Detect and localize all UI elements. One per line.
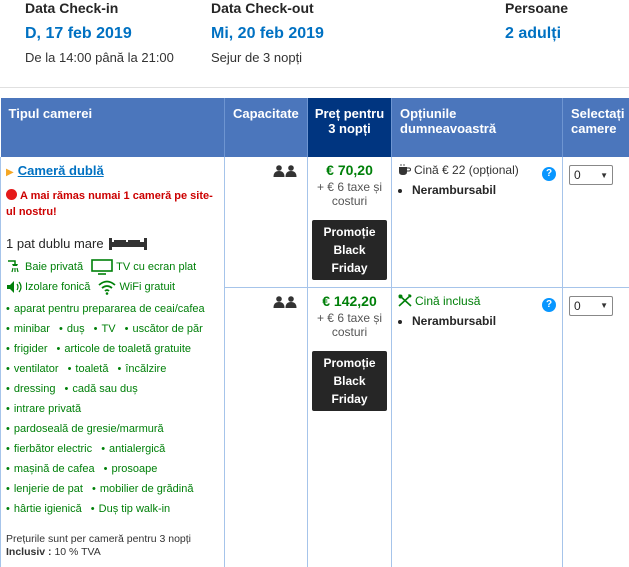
tv-icon	[91, 259, 113, 275]
included-label: Inclusiv :	[6, 546, 52, 558]
checkin-date[interactable]: D, 17 feb 2019	[25, 25, 132, 42]
guests-label: Persoane	[505, 0, 569, 16]
two-persons-icon	[273, 296, 297, 308]
facility-label: Izolare fonică	[25, 281, 91, 293]
wifi-icon	[98, 279, 116, 295]
amenity-item: • duș	[59, 323, 85, 335]
guests-value[interactable]: 2 adulți	[505, 25, 562, 42]
checkout-date[interactable]: Mi, 20 feb 2019	[211, 25, 324, 42]
table-row	[1, 157, 629, 287]
meal-option	[398, 163, 556, 177]
room-quantity-select[interactable]	[569, 165, 613, 185]
room-name-link[interactable]: Cameră dublă	[17, 163, 104, 178]
options-cell	[392, 287, 563, 567]
two-persons-icon	[273, 165, 297, 177]
col-options: Opțiunile dumneavoastră	[392, 98, 563, 157]
amenity-list	[6, 299, 220, 519]
checkout-stay: Sejur de 3 nopți	[211, 50, 303, 65]
checkin-block	[25, 0, 174, 65]
amenity-item: • cadă sau duș	[65, 383, 138, 395]
col-room-type: Tipul camerei	[1, 98, 225, 157]
amenity-item: • aparat pentru prepararea de ceai/cafea	[6, 303, 205, 315]
amenity-item: • minibar	[6, 323, 50, 335]
room-quantity-value: 0	[574, 298, 581, 313]
price-note-text: Prețurile sunt per cameră pentru 3 nopți	[6, 533, 192, 545]
chevron-down-icon: ▼	[600, 301, 608, 310]
bed-label: 1 pat dublu mare	[6, 236, 104, 251]
amenity-item: • mașină de cafea	[6, 463, 95, 475]
price-note	[6, 533, 220, 559]
checkout-block	[211, 0, 324, 65]
meal-option-text: Cină inclusă	[415, 293, 481, 308]
amenity-item: • încălzire	[118, 363, 167, 375]
chevron-down-icon: ▼	[600, 170, 608, 180]
facility-label: WiFi gratuit	[119, 281, 176, 293]
price-cell	[308, 157, 392, 287]
col-price: Preț pentru 3 nopți	[308, 98, 392, 157]
info-icon[interactable]: ?	[542, 167, 556, 181]
amenity-item: • uscător de păr	[125, 323, 203, 335]
booking-summary-bar	[0, 0, 629, 88]
facility-label: TV cu ecran plat	[116, 261, 197, 273]
amenity-item: • dressing	[6, 383, 55, 395]
room-quantity-value: 0	[574, 168, 581, 182]
checkout-label: Data Check-out	[211, 0, 314, 16]
bed-info	[6, 236, 220, 251]
amenity-item: • antialergică	[101, 443, 165, 455]
facility-list	[6, 257, 220, 297]
amenity-item: • fierbător electric	[6, 443, 92, 455]
select-cell	[563, 157, 629, 287]
select-cell	[563, 287, 629, 567]
checkin-hours: De la 14:00 până la 21:00	[25, 50, 174, 65]
facility-label: Baie privată	[25, 261, 84, 273]
cancellation-policy: • Nerambursabil	[412, 314, 556, 328]
shower-icon	[6, 260, 22, 274]
room-table	[0, 98, 629, 567]
amenity-item: • prosoape	[104, 463, 158, 475]
included-value: 10 % TVA	[54, 546, 101, 558]
promo-badge: Promoție Black Friday	[312, 351, 387, 411]
amenity-item: • ventilator	[6, 363, 59, 375]
caret-right-icon: ▶	[6, 167, 14, 178]
availability-warning-text: A mai rămas numai 1 cameră pe site-ul nostru!	[6, 190, 213, 218]
amenity-item: • pardoseală de gresie/marmură	[6, 423, 164, 435]
meal-option-text: Cină € 22 (opțional)	[414, 163, 519, 177]
options-cell	[392, 157, 563, 287]
price-amount: € 70,20	[326, 162, 373, 178]
facility-soundproof	[6, 277, 90, 297]
price-taxes: + € 6 taxe și costuri	[316, 310, 383, 339]
speaker-icon	[6, 280, 22, 294]
availability-warning	[6, 188, 220, 220]
price-amount: € 142,20	[322, 292, 377, 309]
amenity-item: • intrare privată	[6, 403, 81, 415]
price-cell	[308, 287, 392, 567]
checkin-label: Data Check-in	[25, 0, 119, 16]
info-icon[interactable]: ?	[542, 298, 556, 312]
facility-private-bath	[6, 257, 83, 277]
promo-badge: Promoție Black Friday	[312, 220, 387, 280]
alert-dot-icon	[6, 189, 17, 200]
room-quantity-select[interactable]	[569, 296, 613, 316]
facility-tv	[91, 257, 196, 277]
capacity-cell	[225, 157, 308, 287]
guests-block	[505, 0, 568, 43]
room-table-header	[1, 98, 629, 157]
col-select: Selectați camere	[563, 98, 629, 157]
amenity-item: • Duș tip walk-in	[91, 503, 170, 515]
coffee-cup-icon	[398, 164, 411, 176]
room-type-cell	[1, 157, 225, 567]
col-capacity: Capacitate	[225, 98, 308, 157]
amenity-item: • lenjerie de pat	[6, 483, 83, 495]
amenity-item: • mobilier de grădină	[92, 483, 193, 495]
price-taxes: + € 6 taxe și costuri	[316, 180, 383, 208]
cancellation-policy: • Nerambursabil	[412, 183, 556, 197]
amenity-item: • TV	[94, 323, 116, 335]
amenity-item: • toaletă	[68, 363, 109, 375]
amenity-item: • hârtie igienică	[6, 503, 82, 515]
capacity-cell	[225, 287, 308, 567]
facility-wifi	[98, 277, 175, 297]
meal-option	[398, 294, 556, 308]
amenity-item: • frigider	[6, 343, 47, 355]
cutlery-icon	[398, 294, 412, 307]
amenity-item: • articole de toaletă gratuite	[57, 343, 191, 355]
double-bed-icon	[108, 237, 148, 251]
